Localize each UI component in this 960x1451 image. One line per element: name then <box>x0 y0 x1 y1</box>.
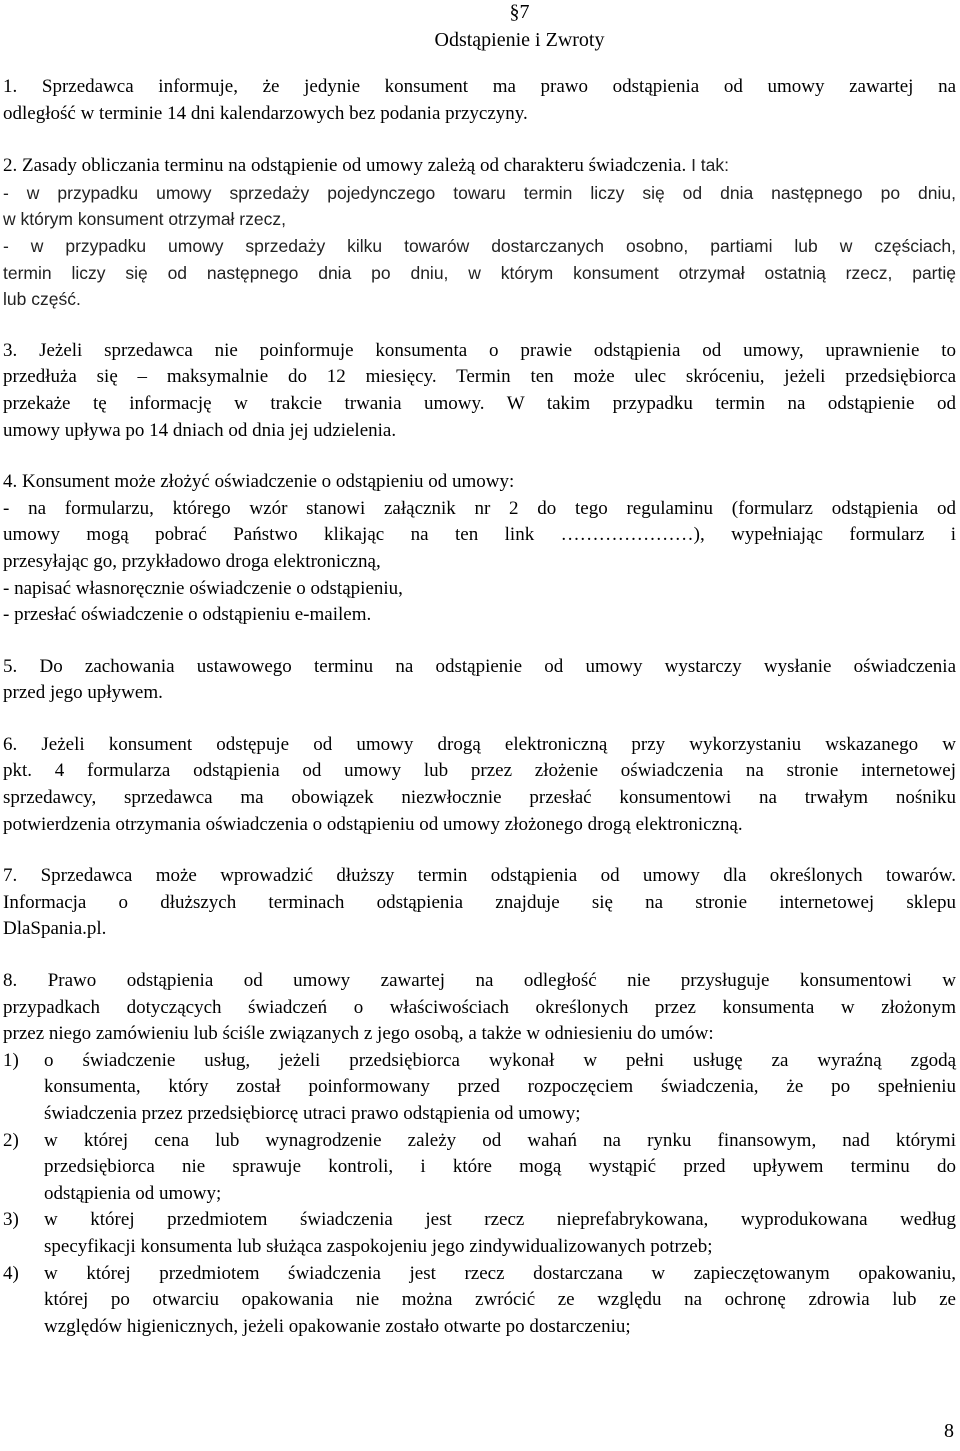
paragraph-7 <box>3 863 956 943</box>
paragraph-2-intro-tail: I tak: <box>686 155 729 176</box>
paragraph-6-line: 6. Jeżeli konsument odstępuje od umowy drogą elektroniczną przy wykorzystaniu wskazanego w <box>3 733 956 755</box>
paragraph-2-line: - w przypadku umowy sprzedaży kilku towarów dostarczanych osobno, partiami lub w częściach, <box>3 235 956 256</box>
section-title: Odstąpienie i Zwroty <box>434 29 605 51</box>
list-item <box>3 1048 956 1128</box>
paragraph-3-line: umowy upływa po 14 dniach od dnia jej udzielenia. <box>3 419 397 441</box>
list-item-line: odstąpienia od umowy; <box>44 1182 222 1204</box>
list-item-line: o świadczenie usług, jeżeli przedsiębiorca wykonał w pełni usługę za wyraźną zgodą <box>44 1049 956 1071</box>
paragraph-2-line <box>3 152 956 180</box>
list-item-number: 4) <box>3 1262 19 1284</box>
list-item-number: 3) <box>3 1209 19 1231</box>
list-item-line: której po otwarciu opakowania nie można zwrócić ze względu na ochronę zdrowia lub ze <box>44 1289 956 1311</box>
paragraph-4-line: - napisać własnoręcznie oświadczenie o odstąpieniu, <box>3 577 403 599</box>
paragraph-2-intro: 2. Zasady obliczania terminu na odstąpienie od umowy zależą od charakteru świadczenia. <box>3 155 687 177</box>
list-item-line: przedsiębiorca nie sprawuje kontroli, i które mogą wystąpić przed upływem terminu do <box>44 1156 956 1178</box>
list-item-line: względów higienicznych, jeżeli opakowanie zostało otwarte po dostarczeniu; <box>44 1315 631 1337</box>
list-item-line: w której przedmiotem świadczenia jest rzecz dostarczana w zapieczętowanym opakowaniu, <box>44 1262 956 1284</box>
list-item-line: konsumenta, który został poinformowany przed rozpoczęciem świadczenia, że po spełnieniu <box>44 1076 956 1098</box>
paragraph-6-line: pkt. 4 formularza odstąpienia od umowy lub przez złożenie oświadczenia na stronie internetowej <box>3 760 956 782</box>
list-item-line: w której przedmiotem świadczenia jest rzecz nieprefabrykowana, wyprodukowana według <box>44 1209 956 1231</box>
paragraph-3 <box>3 338 956 444</box>
paragraph-2-line: w którym konsument otrzymał rzecz, <box>3 209 286 230</box>
paragraph-5-line: 5. Do zachowania ustawowego terminu na odstąpienie od umowy wystarczy wysłanie oświadczenia <box>3 655 956 677</box>
paragraph-1-line: 1. Sprzedawca informuje, że jedynie konsument ma prawo odstąpienia od umowy zawartej na <box>3 76 956 97</box>
paragraph-8 <box>3 968 956 1340</box>
paragraph-2-line: - w przypadku umowy sprzedaży pojedynczego towaru termin liczy się od dnia następnego po dniu, <box>3 182 956 203</box>
list-item-number: 2) <box>3 1129 19 1151</box>
paragraph-8-line: przez niego zamówieniu lub ściśle związanych z jego osobą, a także w odniesieniu do umów: <box>3 1023 714 1045</box>
paragraph-4-line: 4. Konsument może złożyć oświadczenie o odstąpieniu od umowy: <box>3 471 515 493</box>
exceptions-list <box>3 1048 956 1341</box>
paragraph-7-line: 7. Sprzedawca może wprowadzić dłuższy termin odstąpienia od umowy dla określonych towarów. <box>3 865 956 887</box>
paragraph-4-line: - na formularzu, którego wzór stanowi załącznik nr 2 do tego regulaminu (formularz odstąpienia od <box>3 497 956 519</box>
link-line-end: ), wypełniając formularz i <box>693 524 957 546</box>
paragraph-1 <box>3 74 956 127</box>
list-item-line: w której cena lub wynagrodzenie zależy od wahań na rynku finansowym, nad którymi <box>44 1129 956 1151</box>
paragraph-6 <box>3 732 956 838</box>
list-item <box>3 1128 956 1208</box>
list-item-number: 1) <box>3 1049 19 1071</box>
form-link-placeholder[interactable]: ………………… <box>560 524 694 546</box>
paragraph-5-line: przed jego upływem. <box>3 682 163 704</box>
link-line-start: umowy mogą pobrać Państwo klikając na ten link <box>3 524 535 546</box>
paragraph-1-line: odległość w terminie 14 dni kalendarzowych bez podania przyczyny. <box>3 102 528 124</box>
paragraph-7-line: DlaSpania.pl. <box>3 918 107 940</box>
paragraph-6-line: sprzedawcy, sprzedawca ma obowiązek niezwłocznie przesłać konsumentowi na trwałym nośniku <box>3 787 956 809</box>
paragraph-7-line: Informacja o dłuższych terminach odstąpienia znajduje się na stronie internetowej sklepu <box>3 891 956 913</box>
document-page <box>3 0 956 1340</box>
section-header <box>3 0 956 54</box>
paragraph-3-line: przedłuża się – maksymalnie do 12 miesięcy. Termin ten może ulec skróceniu, jeżeli przedsiębiorca <box>3 366 956 388</box>
paragraph-6-line: potwierdzenia otrzymania oświadczenia o odstąpieniu od umowy złożonego drogą elektroniczną. <box>3 813 743 835</box>
paragraph-4-line: przesyłając go, przykładowo droga elektroniczną, <box>3 550 381 572</box>
paragraph-8-line: 8. Prawo odstąpienia od umowy zawartej na odległość nie przysługuje konsumentowi w <box>3 970 956 992</box>
list-item-line: świadczenia przez przedsiębiorcę utraci prawo odstąpienia od umowy; <box>44 1103 581 1124</box>
paragraph-4-link-line <box>3 522 956 549</box>
paragraph-3-line: przekaże tę informację w trakcie trwania umowy. W takim przypadku termin na odstąpienie od <box>3 392 956 414</box>
list-item <box>3 1261 956 1341</box>
paragraph-4 <box>3 469 956 629</box>
list-item-line: specyfikacji konsumenta lub służąca zaspokojeniu jego zindywidualizowanych potrzeb; <box>44 1235 713 1257</box>
page-number: 8 <box>944 1420 954 1442</box>
paragraph-8-line: przypadkach dotyczących świadczeń o właściwościach określonych przez konsumenta w złożonym <box>3 996 956 1018</box>
list-item <box>3 1207 956 1260</box>
paragraph-4-line: - przesłać oświadczenie o odstąpieniu e-mailem. <box>3 604 372 626</box>
paragraph-5 <box>3 654 956 707</box>
paragraph-2-line: lub część. <box>3 289 81 310</box>
paragraph-2-line: termin liczy się od następnego dnia po dniu, w którym konsument otrzymał ostatnią rzecz, partię <box>3 262 956 283</box>
paragraph-2 <box>3 152 956 313</box>
paragraph-3-line: 3. Jeżeli sprzedawca nie poinformuje konsumenta o prawie odstąpienia od umowy, uprawnienie to <box>3 339 956 361</box>
section-number: §7 <box>509 1 530 23</box>
